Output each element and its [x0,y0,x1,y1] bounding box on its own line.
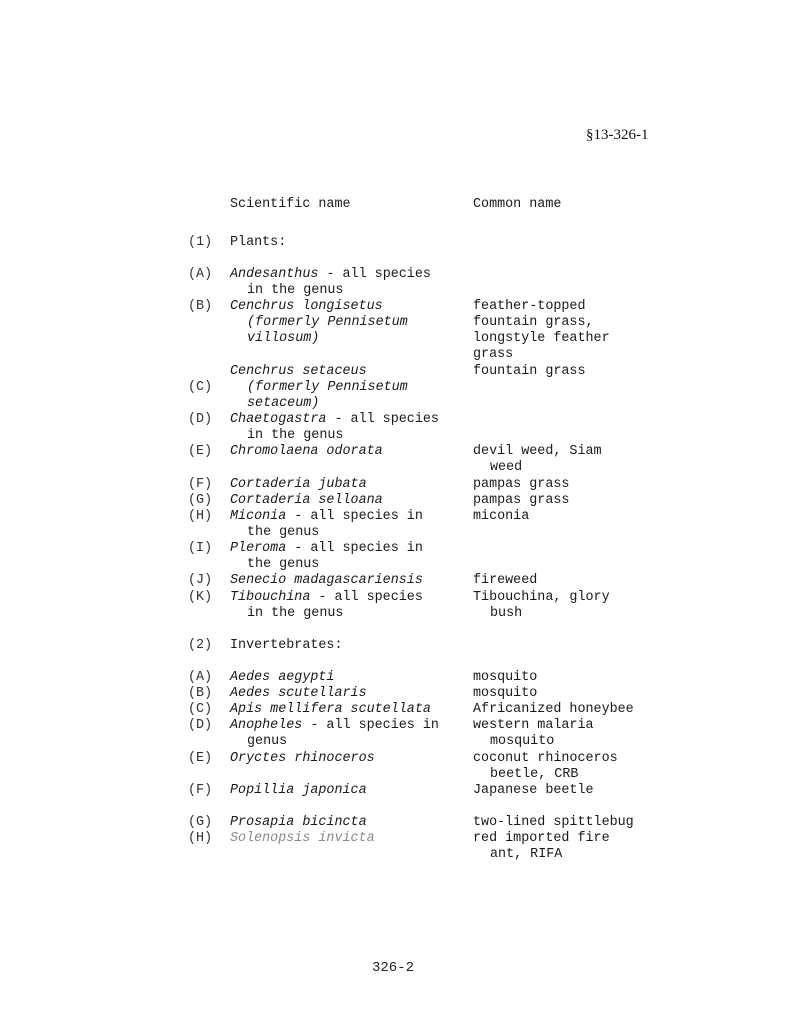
common-name-continuation: ant, RIFA [490,847,563,862]
scientific-name-italic: Anopheles [230,718,303,733]
scientific-name-continuation: in the genus [247,283,344,298]
scientific-name: Solenopsis invicta [230,831,375,846]
scientific-name: Apis mellifera scutellata [230,702,431,717]
item-label: (I) [188,541,213,556]
scientific-name-continuation: the genus [247,557,320,572]
scientific-name: Oryctes rhinoceros [230,751,375,766]
scientific-name-rest: - all species in [286,541,423,556]
common-name-continuation: beetle, CRB [490,767,579,782]
scientific-name-italic: Chaetogastra [230,412,327,427]
scientific-name-continuation: setaceum) [247,396,320,411]
common-name: mosquito [473,670,538,685]
section-reference: §13-326-1 [586,127,649,143]
item-label: (K) [188,590,213,605]
common-name: two-lined spittlebug [473,815,634,830]
common-name: devil weed, Siam [473,444,602,459]
item-label: (E) [188,444,213,459]
scientific-name [230,267,431,283]
scientific-name-italic: Miconia [230,509,287,524]
item-label: (A) [188,670,213,685]
scientific-name-continuation: genus [247,734,288,749]
common-name: miconia [473,509,530,524]
item-label: (H) [188,509,213,524]
common-name-header: Common name [473,197,562,212]
item-label: (C) [188,380,213,395]
item-label: (B) [188,686,213,701]
scientific-name-rest: - all species [310,590,423,605]
common-name: Tibouchina, glory [473,590,610,605]
group-label: (1) [188,235,213,250]
scientific-name: Cortaderia jubata [230,477,367,492]
scientific-name-italic: Tibouchina [230,590,311,605]
common-name-continuation: weed [490,460,523,475]
item-label: (E) [188,751,213,766]
common-name: feather-topped [473,299,586,314]
scientific-name-italic: Andesanthus [230,267,319,282]
item-label: (B) [188,299,213,314]
item-label: (G) [188,815,213,830]
item-label: (D) [188,412,213,427]
common-name: red imported fire [473,831,610,846]
scientific-name [230,718,439,734]
common-name: fountain grass [473,364,586,379]
page-number: 326-2 [372,960,415,976]
scientific-name: Cenchrus setaceus [230,364,367,379]
common-name-continuation: fountain grass, [473,315,594,330]
item-label: (D) [188,718,213,733]
scientific-name [230,541,423,557]
scientific-name: Popillia japonica [230,783,367,798]
common-name: pampas grass [473,493,570,508]
item-label: (C) [188,702,213,717]
group-label: (2) [188,638,213,653]
scientific-name: Prosapia bicincta [230,815,367,830]
common-name: mosquito [473,686,538,701]
scientific-name [230,412,439,428]
common-name: Japanese beetle [473,783,594,798]
scientific-name: Cenchrus longisetus [230,299,383,314]
scientific-name-rest: - all species [318,267,431,282]
scientific-name-continuation: (formerly Pennisetum [247,315,408,330]
common-name: pampas grass [473,477,570,492]
common-name: coconut rhinoceros [473,751,618,766]
scientific-name: Chromolaena odorata [230,444,383,459]
item-label: (G) [188,493,213,508]
common-name: Africanized honeybee [473,702,634,717]
common-name: fireweed [473,573,538,588]
common-name-continuation: grass [473,347,514,362]
common-name: western malaria [473,718,594,733]
item-label: (H) [188,831,213,846]
group-title: Plants: [230,235,287,250]
common-name-continuation: longstyle feather [473,331,610,346]
item-label: (J) [188,573,213,588]
common-name-continuation: bush [490,606,523,621]
scientific-name-continuation: (formerly Pennisetum [247,380,408,395]
scientific-name-header: Scientific name [230,197,351,212]
scientific-name [230,509,423,525]
scientific-name [230,590,423,606]
scientific-name-continuation: villosum) [247,331,320,346]
scientific-name-italic: Pleroma [230,541,287,556]
group-title: Invertebrates: [230,638,343,653]
scientific-name-continuation: in the genus [247,428,344,443]
item-label: (F) [188,477,213,492]
scientific-name: Cortaderia selloana [230,493,383,508]
item-label: (A) [188,267,213,282]
scientific-name: Aedes aegypti [230,670,335,685]
item-label: (F) [188,783,213,798]
common-name-continuation: mosquito [490,734,555,749]
scientific-name-continuation: the genus [247,525,320,540]
scientific-name: Senecio madagascariensis [230,573,423,588]
scientific-name-continuation: in the genus [247,606,344,621]
scientific-name-rest: - all species in [302,718,439,733]
scientific-name-rest: - all species [326,412,439,427]
scientific-name-rest: - all species in [286,509,423,524]
scientific-name: Aedes scutellaris [230,686,367,701]
